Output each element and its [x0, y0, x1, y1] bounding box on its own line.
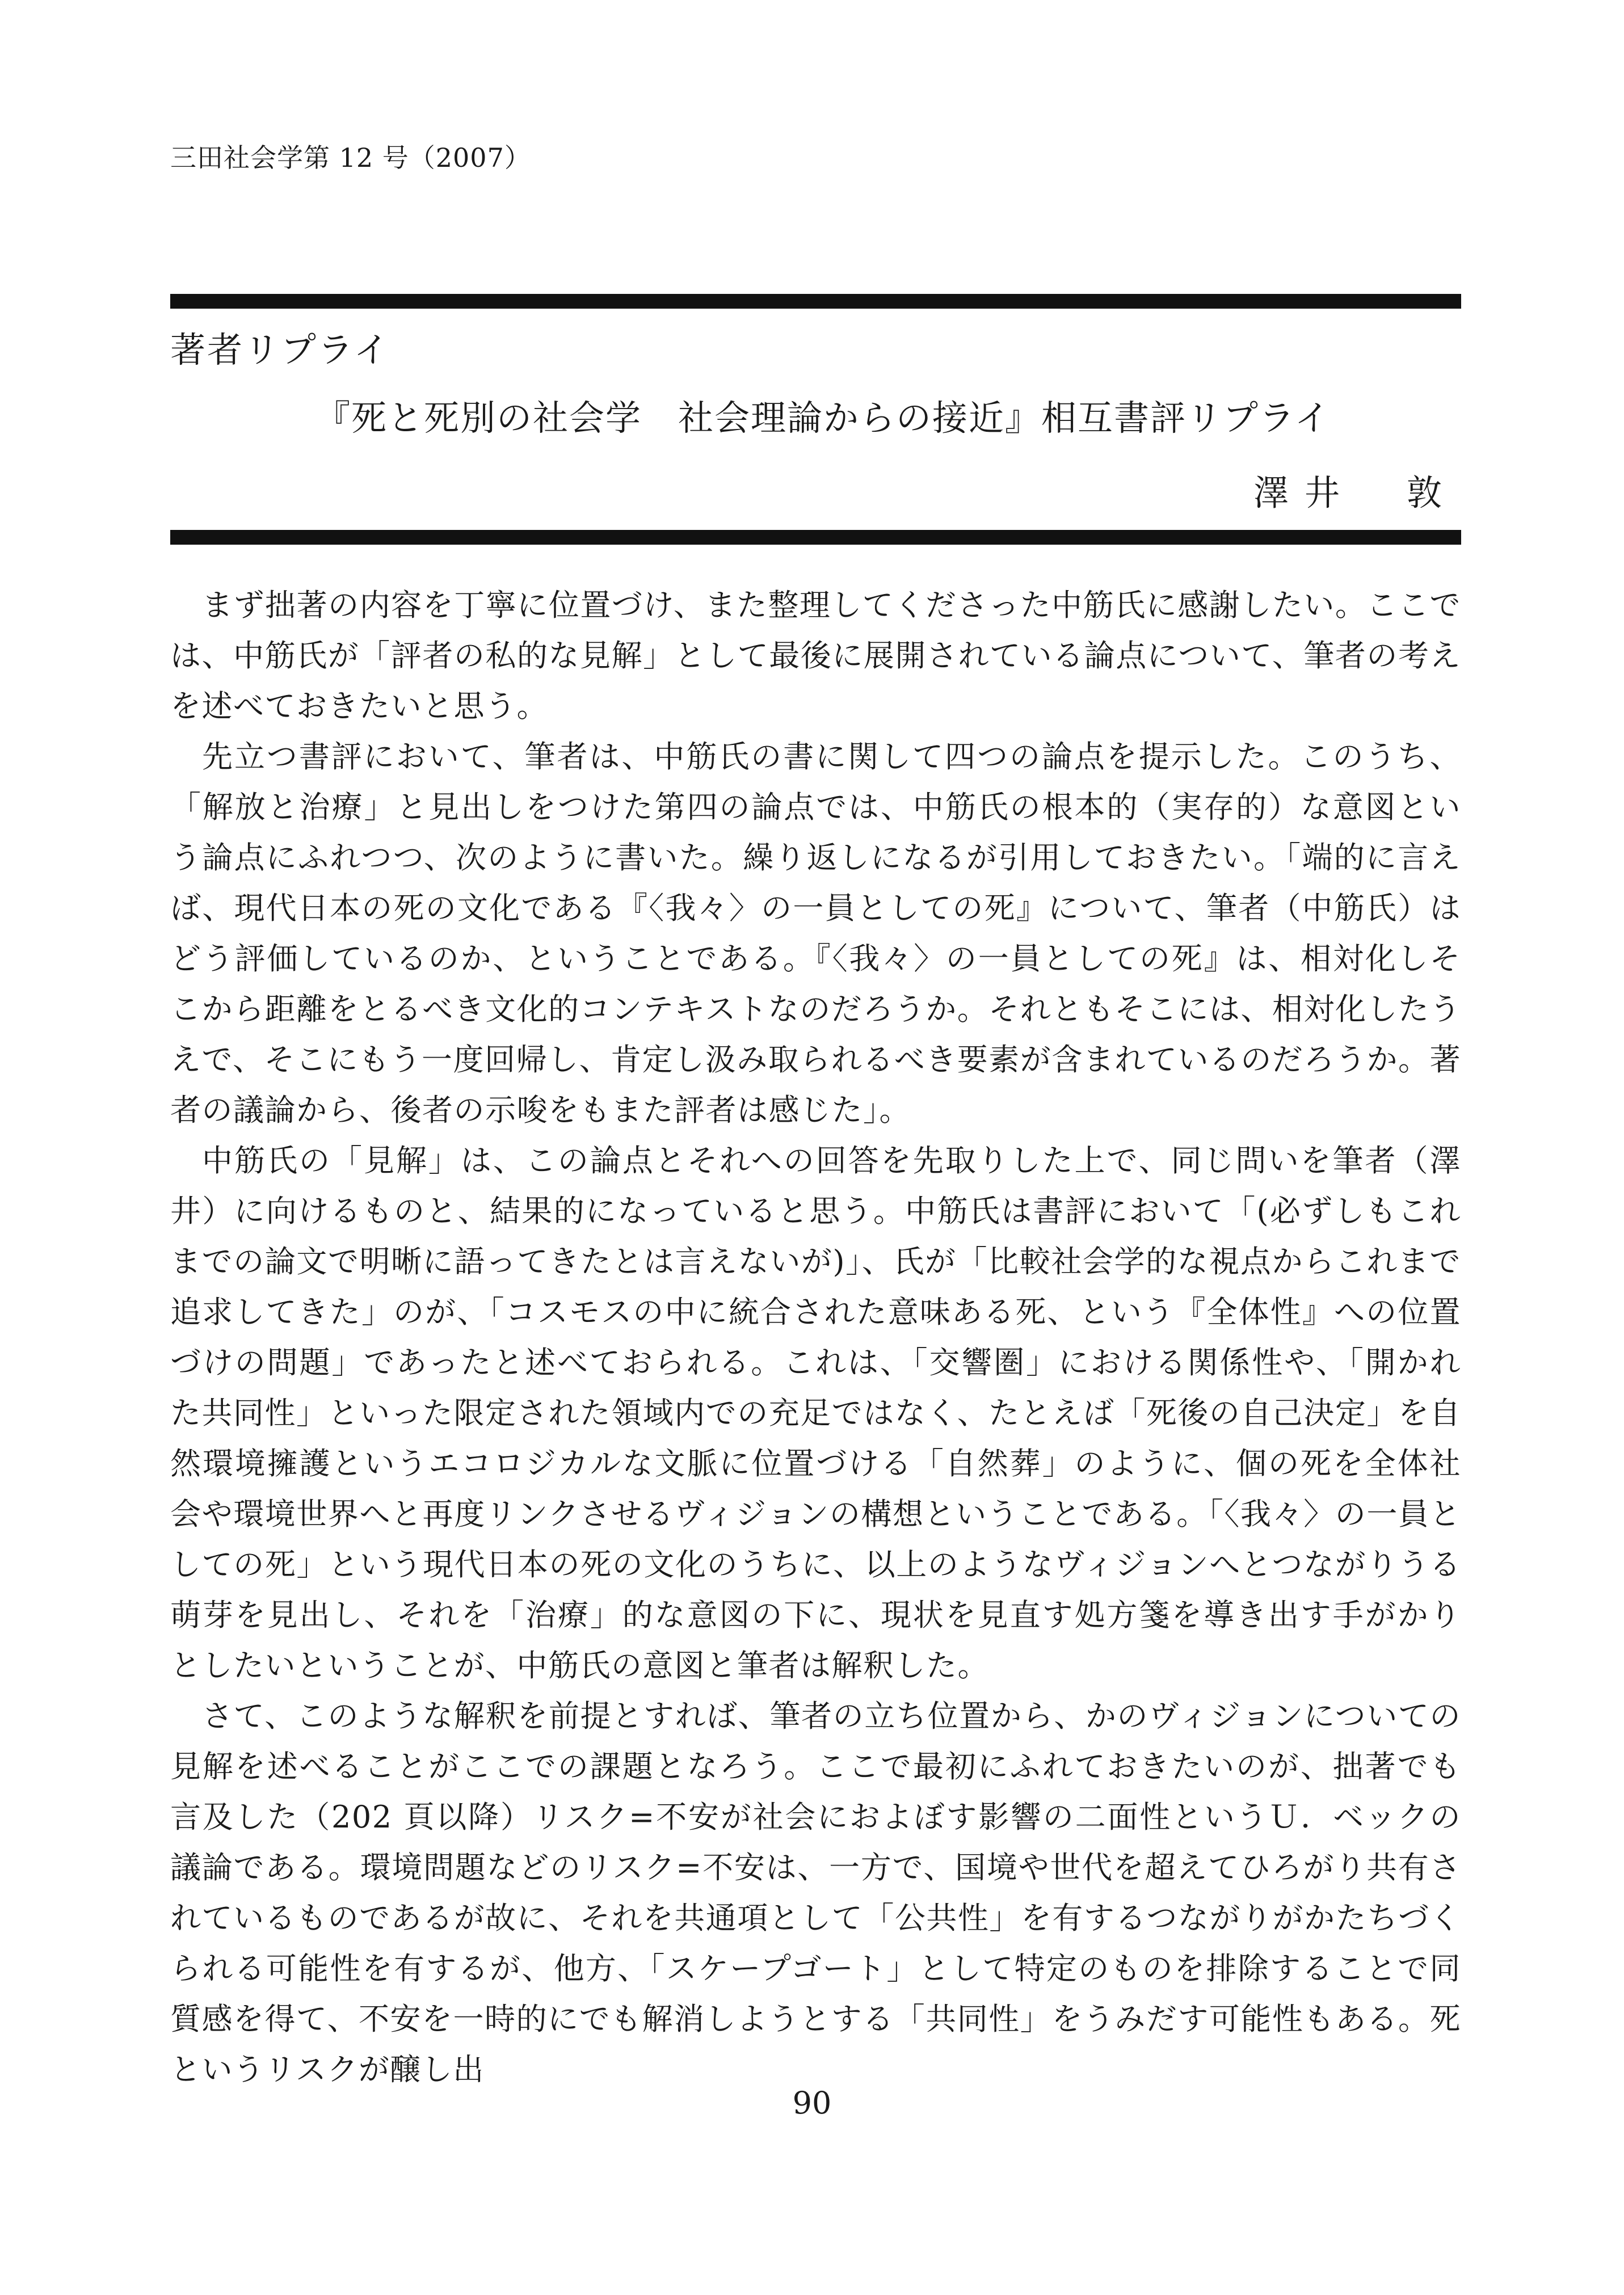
article-title: 『死と死別の社会学 社会理論からの接近』相互書評リプライ	[315, 397, 1331, 439]
paragraph-2: 先立つ書評において、筆者は、中筋氏の書に関して四つの論点を提示した。このうち、「解放と治療」と見出しをつけた第四の論点では、中筋氏の根本的（実存的）な意図という論点にふれつつ、次のように書いた。繰り返しになるが引用しておきたい。「端的に言えば、現代日本の死の文化である『〈我々〉の一員としての死』について、筆者（中筋氏）はどう評価しているのか、ということである。『〈我々〉の一員としての死』は、相対化しそこから距離をとるべき文化的コンテキストなのだろうか。それともそこには、相対化したうえで、そこにもう一度回帰し、肯定し汲み取られるべき要素が含まれているのだろうか。著者の議論から、後者の示唆をもまた評者は感じた」。	[170, 739, 1461, 1128]
journal-header: 三田社会学第 12 号（2007）	[170, 142, 531, 173]
article-body	[170, 580, 1461, 2095]
paragraph-1: まず拙著の内容を丁寧に位置づけ、また整理してくださった中筋氏に感謝したい。ここでは、中筋氏が「評者の私的な見解」として最後に展開されている論点について、筆者の考えを述べておきたいと思う。	[170, 587, 1461, 724]
section-label: 著者リプライ	[170, 329, 391, 370]
paragraph-3: 中筋氏の「見解」は、この論点とそれへの回答を先取りした上で、同じ問いを筆者（澤井）に向けるものと、結果的になっていると思う。中筋氏は書評において「(必ずしもこれまでの論文で明晰に語ってきたとは言えないが)」、氏が「比較社会学的な視点からこれまで追求してきた」のが、「コスモスの中に統合された意味ある死、という『全体性』への位置づけの問題」であったと述べておられる。これは、「交響圏」における関係性や、「開かれた共同性」といった限定された領域内での充足ではなく、たとえば「死後の自己決定」を自然環境擁護というエコロジカルな文脈に位置づける「自然葬」のように、個の死を全体社会や環境世界へと再度リンクさせるヴィジョンの構想ということである。「〈我々〉の一員としての死」という現代日本の死の文化のうちに、以上のようなヴィジョンへとつながりうる萌芽を見出し、それを「治療」的な意図の下に、現状を見直す処方箋を導き出す手がかりとしたいということが、中筋氏の意図と筆者は解釈した。	[170, 1143, 1461, 1683]
bottom-rule	[170, 530, 1461, 545]
author-name: 澤井 敦	[1253, 472, 1458, 513]
paragraph-4: さて、このような解釈を前提とすれば、筆者の立ち位置から、かのヴィジョンについての見解を述べることがここでの課題となろう。ここで最初にふれておきたいのが、拙著でも言及した（202 頁以降）リスク=不安が社会におよぼす影響の二面性というＵ．ベックの議論である。環境問題などのリスク=不安は、一方で、国境や世代を超えてひろがり共有されているものであるが故に、それを共通項として「公共性」を有するつながりがかたちづくられる可能性を有するが、他方、「スケープゴート」として特定のものを排除することで同質感を得て、不安を一時的にでも解消しようとする「共同性」をうみだす可能性もある。死というリスクが醸し出	[170, 1698, 1461, 2087]
page-number: 90	[792, 2085, 832, 2121]
top-rule	[170, 294, 1461, 309]
